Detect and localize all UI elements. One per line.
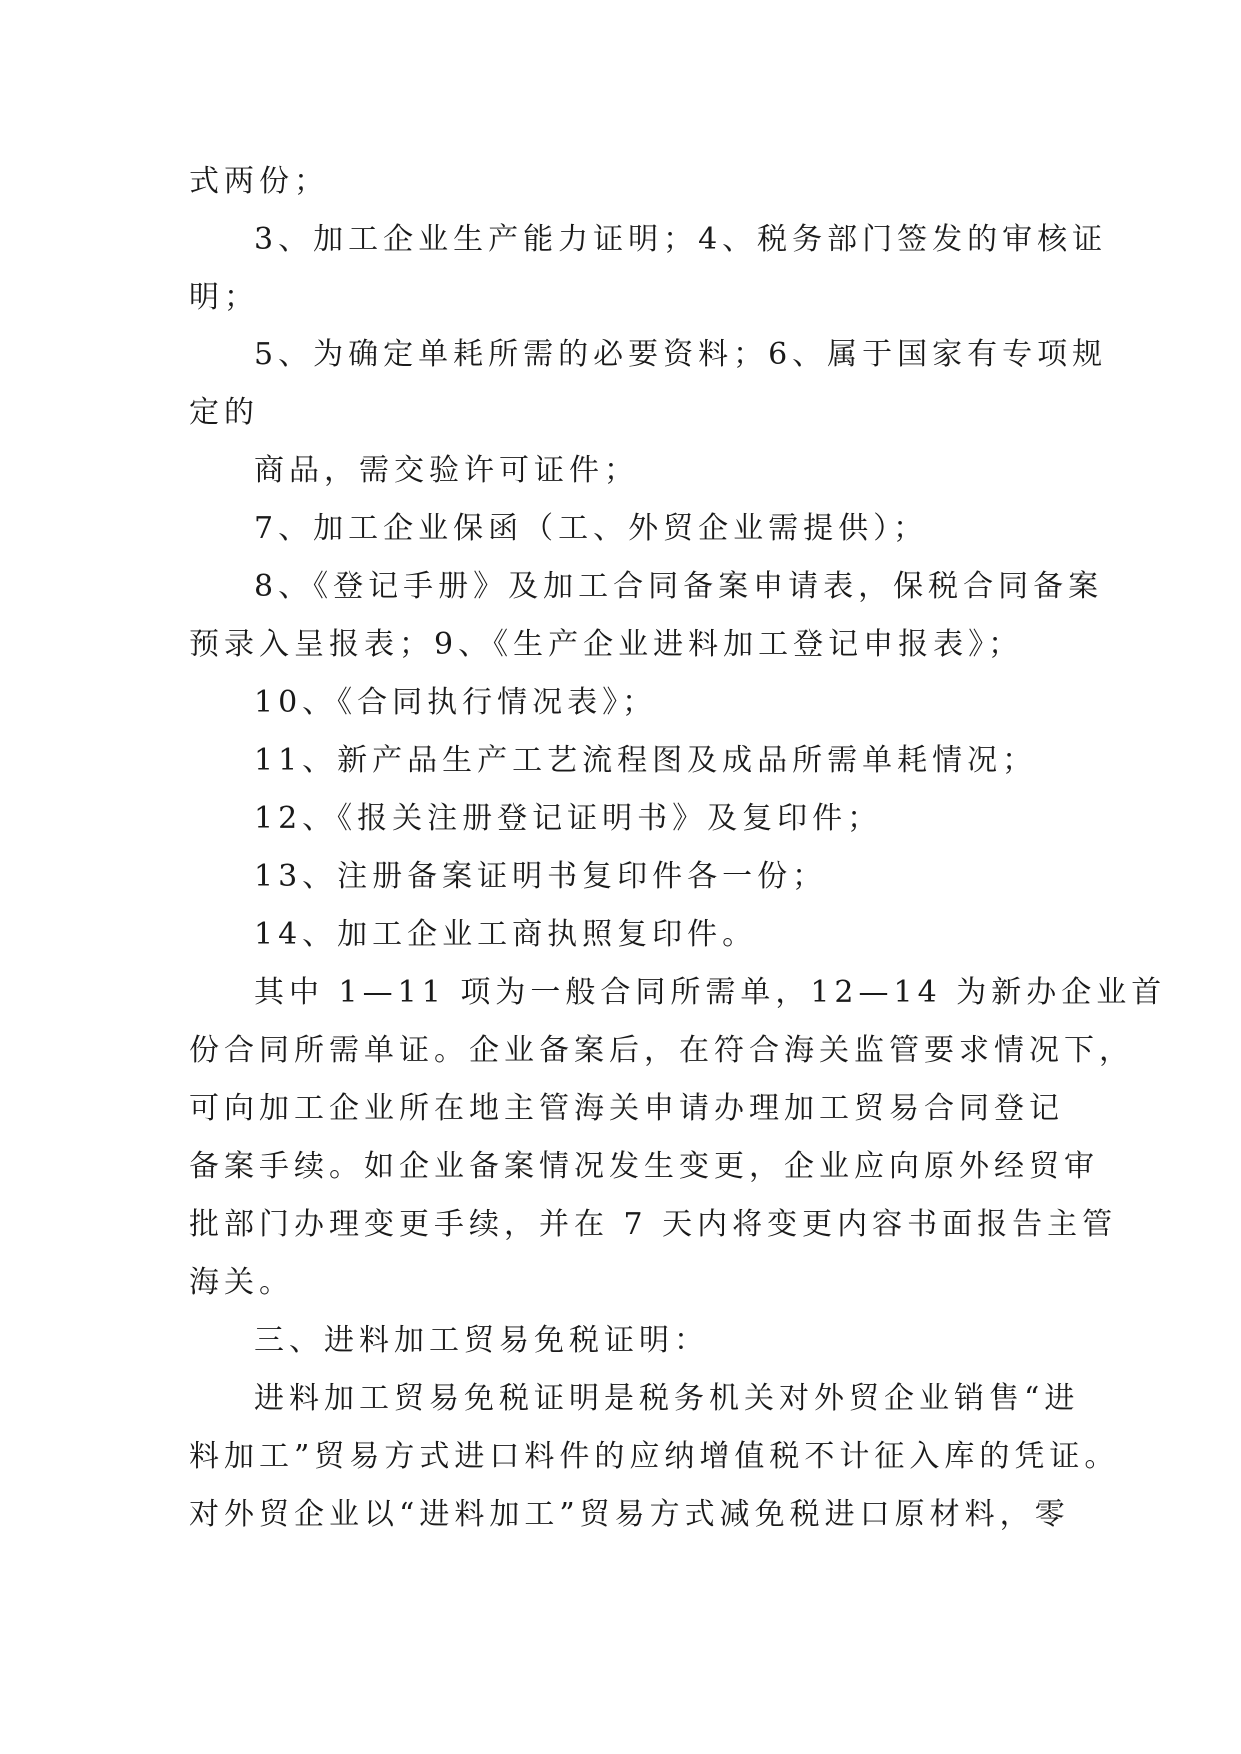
text-line: 5、为确定单耗所需的必要资料；6、属于国家有专项规 xyxy=(254,337,1108,372)
text-line: 料加工”贸易方式进口料件的应纳增值税不计征入库的凭证。 xyxy=(189,1439,1120,1474)
section-heading: 三、进料加工贸易免税证明： xyxy=(254,1323,709,1358)
text-line: 对外贸企业以“进料加工”贸易方式减免税进口原材料，零 xyxy=(189,1497,1070,1532)
text-line: 7、加工企业保函（工、外贸企业需提供）； xyxy=(254,511,929,546)
text-line: 批部门办理变更手续，并在 7 天内将变更内容书面报告主管 xyxy=(189,1207,1118,1242)
text-line: 14、加工企业工商执照复印件。 xyxy=(254,917,758,952)
text-line: 10、《合同执行情况表》； xyxy=(254,685,658,720)
text-line: 商品，需交验许可证件； xyxy=(254,453,639,488)
text-line: 备案手续。如企业备案情况发生变更，企业应向原外经贸审 xyxy=(189,1149,1099,1184)
text-line: 进料加工贸易免税证明是税务机关对外贸企业销售“进 xyxy=(254,1381,1080,1416)
text-line: 定的 xyxy=(189,395,259,430)
text-line: 12、《报关注册登记证明书》及复印件； xyxy=(254,801,883,836)
text-line: 份合同所需单证。企业备案后，在符合海关监管要求情况下， xyxy=(189,1033,1134,1068)
text-line: 8、《登记手册》及加工合同备案申请表，保税合同备案 xyxy=(254,569,1104,604)
text-line: 海关。 xyxy=(189,1265,294,1300)
text-line: 预录入呈报表；9、《生产企业进料加工登记申报表》； xyxy=(189,627,1024,662)
text-line: 明； xyxy=(189,280,259,315)
text-line: 式两份； xyxy=(189,164,329,199)
text-line: 11、新产品生产工艺流程图及成品所需单耗情况； xyxy=(254,743,1038,778)
text-line: 3、加工企业生产能力证明；4、税务部门签发的审核证 xyxy=(254,222,1108,257)
text-line: 可向加工企业所在地主管海关申请办理加工贸易合同登记 xyxy=(189,1091,1064,1126)
text-line: 其中 1—11 项为一般合同所需单，12—14 为新办企业首 xyxy=(254,975,1167,1010)
text-line: 13、注册备案证明书复印件各一份； xyxy=(254,859,828,894)
